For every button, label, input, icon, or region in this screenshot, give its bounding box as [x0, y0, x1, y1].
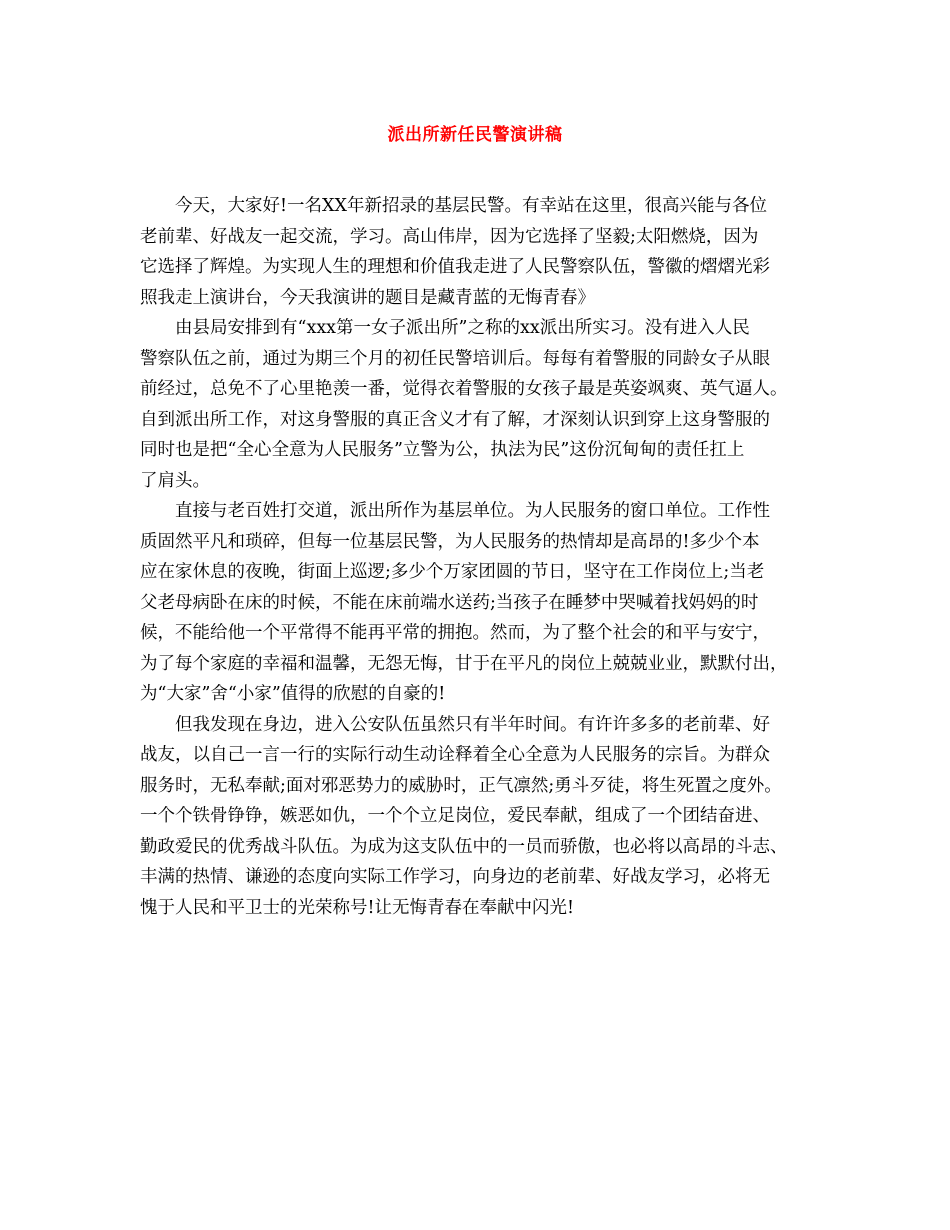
text-line: 前经过，总免不了心里艳羡一番，觉得衣着警服的女孩子最是英姿飒爽、英气逼人。	[140, 379, 788, 399]
document-title: 派出所新任民警演讲稿	[387, 125, 563, 145]
text-line: 候，不能给他一个平常得不能再平常的拥抱。然而，为了整个社会的和平与安宁，	[140, 623, 770, 643]
text-line: 质固然平凡和琐碎，但每一位基层民警，为人民服务的热情却是高昂的!多少个本	[140, 531, 760, 552]
text-line: 一个个铁骨铮铮，嫉恶如仇，一个个立足岗位，爱民奉献，组成了一个团结奋进、	[140, 806, 770, 826]
text-line: 服务时，无私奉献;面对邪恶势力的威胁时，正气凛然;勇斗歹徒，将生死置之度外。	[140, 775, 782, 796]
text-line: 为了每个家庭的幸福和温馨，无怨无悔，甘于在平凡的岗位上兢兢业业，默默付出，	[140, 653, 788, 674]
text-line: 应在家休息的夜晚，街面上巡逻;多少个万家团圆的节日，坚守在工作岗位上;当老	[140, 562, 765, 582]
text-line: 战友，以自己一言一行的实际行动生动诠释着全心全意为人民服务的宗旨。为群众	[140, 745, 770, 765]
text-line: 自到派出所工作，对这身警服的真正含义才有了解，才深刻认识到穿上这身警服的	[140, 409, 770, 430]
text-line: 但我发现在身边，进入公安队伍虽然只有半年时间。有许许多多的老前辈、好	[175, 714, 770, 735]
text-line: 勤政爱民的优秀战斗队伍。为成为这支队伍中的一员而骄傲，也必将以高昂的斗志、	[140, 836, 788, 857]
text-line: 了肩头。	[140, 470, 210, 491]
text-line: 父老母病卧在床的时候，不能在床前端水送药;当孩子在睡梦中哭喊着找妈妈的时	[140, 592, 759, 613]
text-line: 老前辈、好战友一起交流，学习。高山伟岸，因为它选择了坚毅;太阳燃烧，因为	[140, 226, 759, 247]
text-line: 丰满的热情、谦逊的态度向实际工作学习，向身边的老前辈、好战友学习，必将无	[140, 867, 770, 887]
text-line: 为“大家”舍“小家”值得的欣慰的自豪的!	[140, 684, 446, 704]
text-line: 同时也是把“全心全意为人民服务”立警为公，执法为民”这份沉甸甸的责任扛上	[140, 440, 745, 460]
document-body	[140, 191, 830, 923]
text-line: 它选择了辉煌。为实现人生的理想和价值我走进了人民警察队伍，警徽的熠熠光彩	[140, 257, 770, 277]
text-line: 愧于人民和平卫士的光荣称号!让无悔青春在奉献中闪光!	[140, 897, 575, 918]
text-line: 警察队伍之前，通过为期三个月的初任民警培训后。每每有着警服的同龄女子从眼	[140, 348, 770, 369]
text-line: 照我走上演讲台，今天我演讲的题目是藏青蓝的无悔青春》	[140, 287, 595, 308]
text-line: 直接与老百姓打交道，派出所作为基层单位。为人民服务的窗口单位。工作性	[175, 501, 770, 521]
text-line: 由县局安排到有“xxx第一女子派出所”之称的xx派出所实习。没有进入人民	[175, 318, 750, 338]
text-line: 今天，大家好!一名XX年新招录的基层民警。有幸站在这里，很高兴能与各位	[175, 196, 767, 216]
